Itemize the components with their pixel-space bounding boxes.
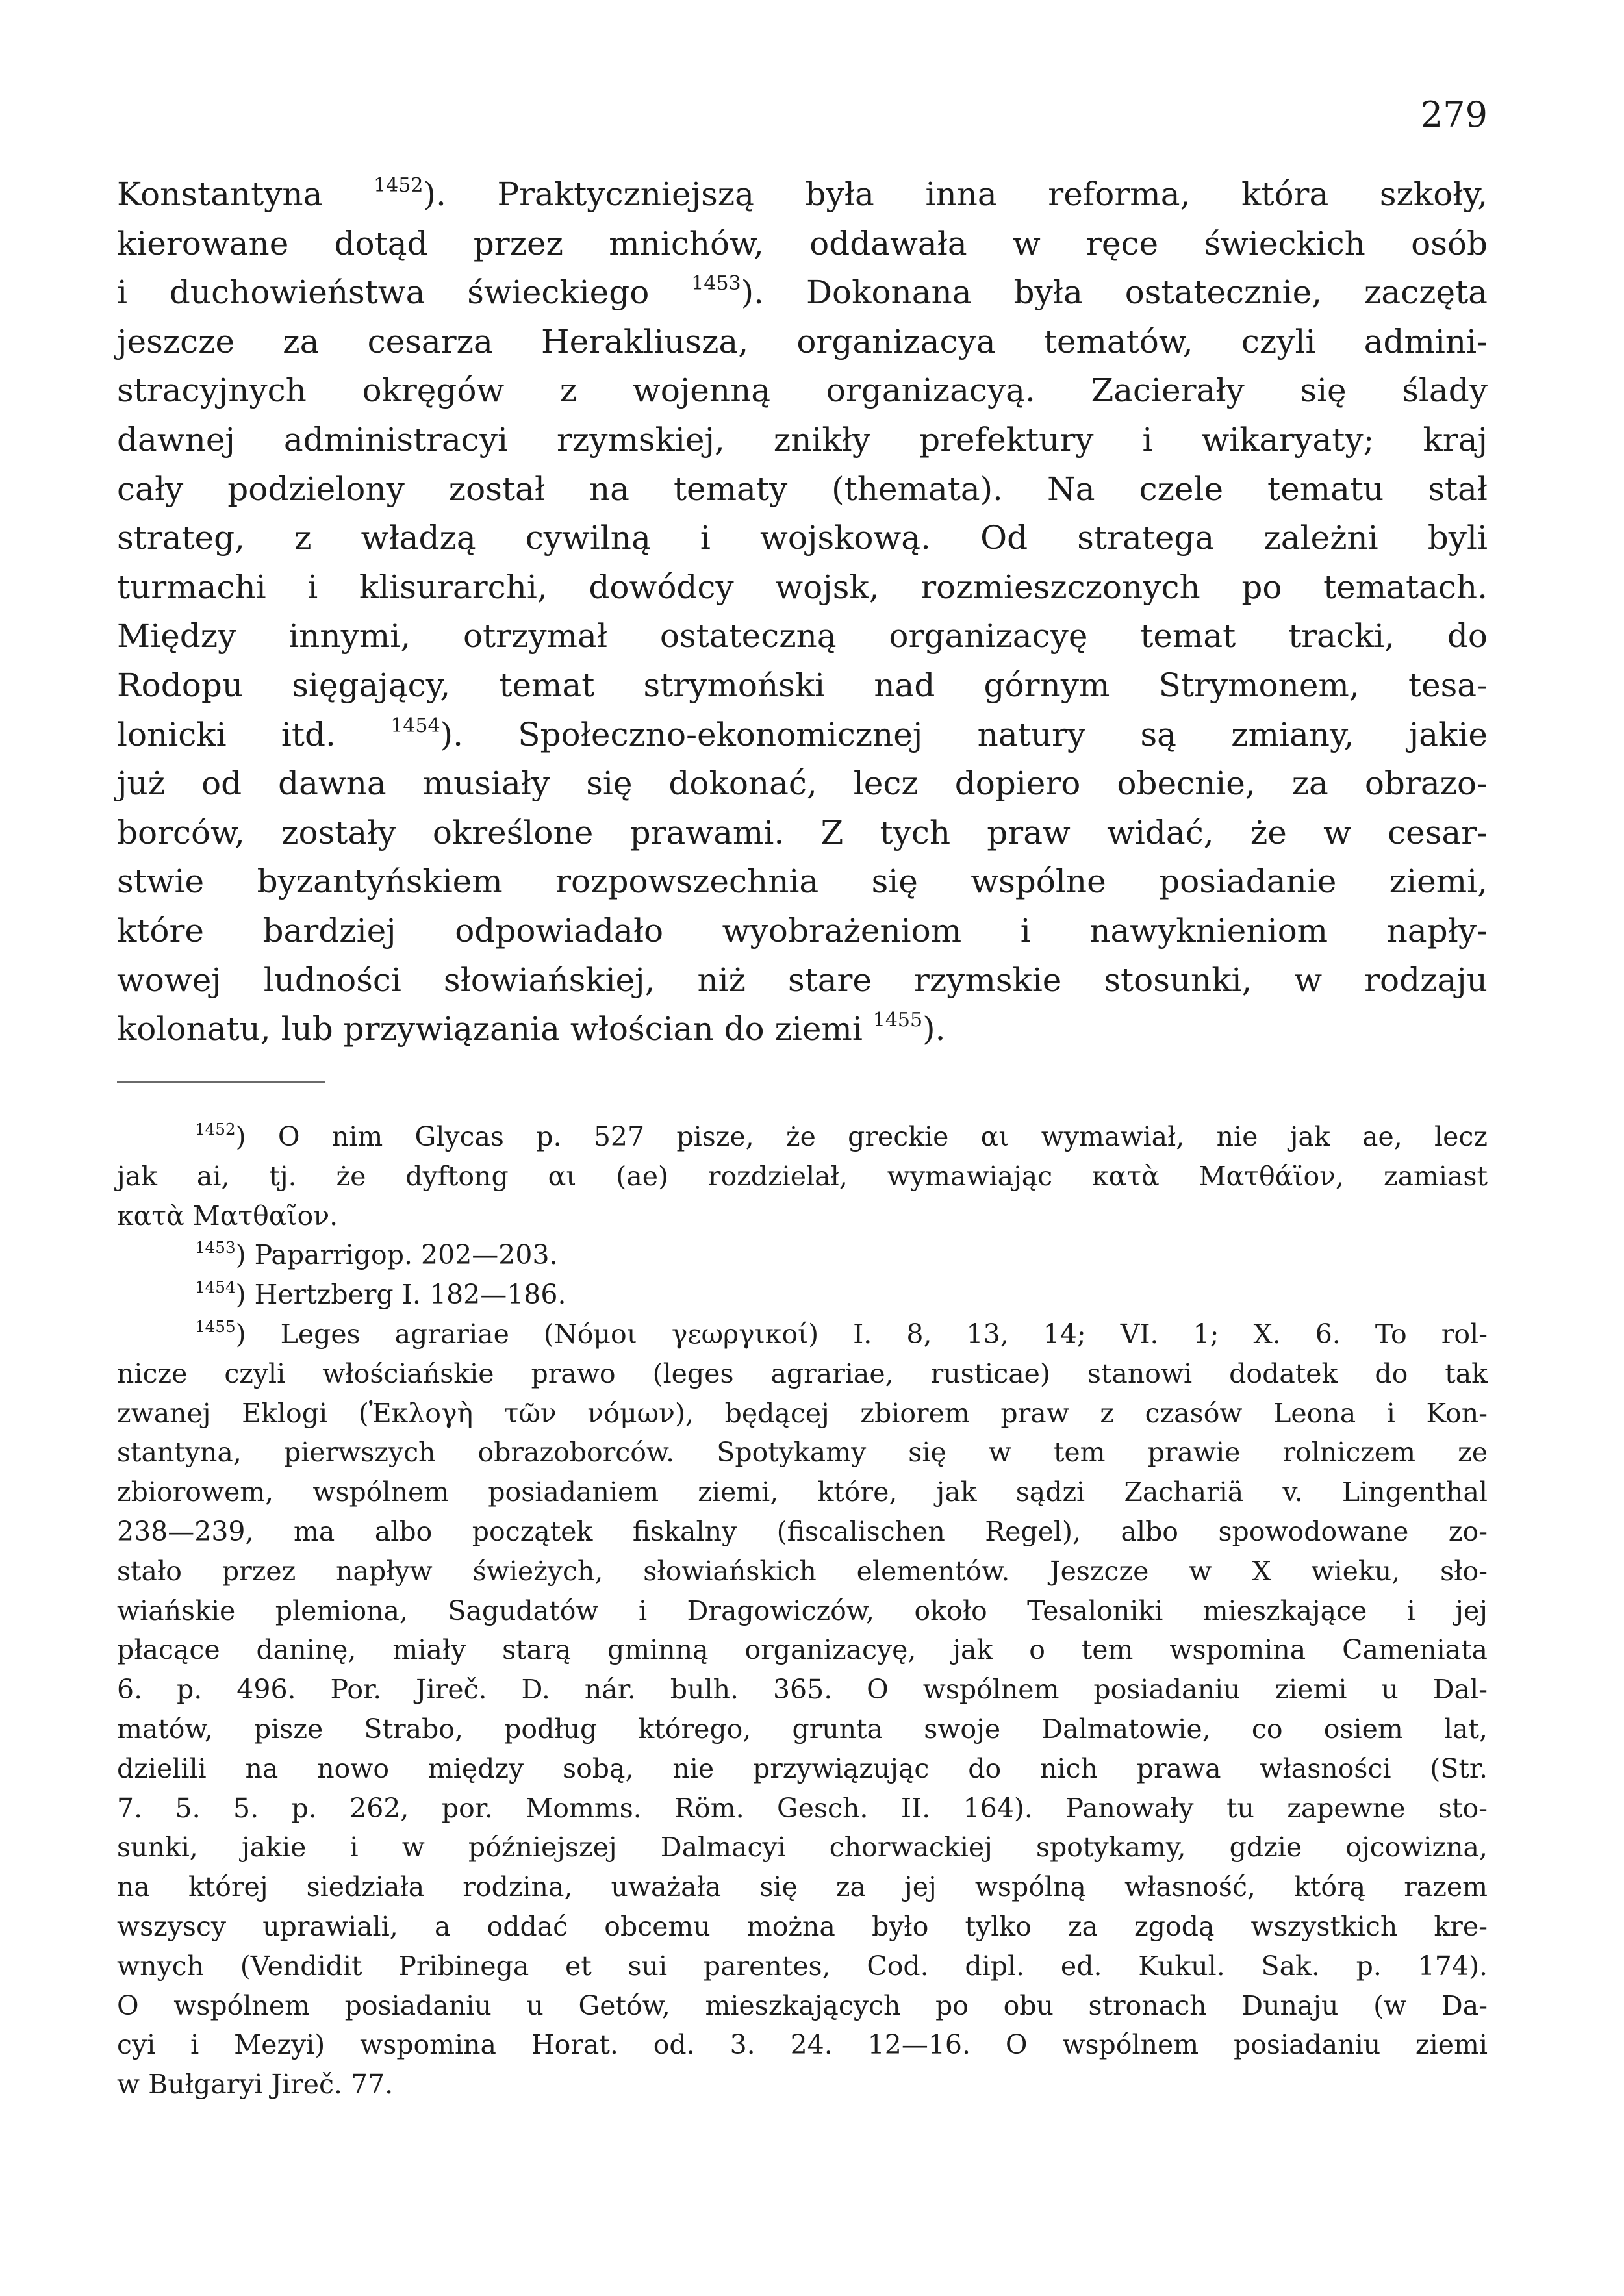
footnote-line [117, 1552, 1488, 1591]
footnote-line [117, 2065, 1488, 2104]
footnote-line [117, 1196, 1488, 1236]
text-segment: ). Praktyczniejszą była inna reforma, która szkoły, [423, 175, 1488, 213]
text-segment: i duchowieństwa świeckiego [117, 273, 692, 312]
footnote-line: $^{1453}$) Paparrigop. 202—203. [195, 1238, 558, 1271]
text-line [117, 1005, 1488, 1054]
text-line [117, 857, 1488, 907]
footnote-reference: 1453 [691, 272, 741, 296]
text-segment: wowej ludności słowiańskiej, niż stare rzymskie stosunki, w rodzaju [117, 961, 1488, 999]
footnote-line: $^{1455}$) Leges agrariae (Νόμοι γεωργικοί) I. 8, 13, 14; VI. 1; X. 6. To rol- [195, 1317, 1488, 1350]
footnote-line [117, 1630, 1488, 1670]
footnote-text: wszyscy uprawiali, a oddać obcemu można było tylko za zgodą wszystkich kre- [117, 1910, 1488, 1942]
footnote-reference: 1452 [374, 174, 424, 197]
footnote-1453 [117, 1235, 1488, 1275]
text-segment: cały podzielony został na tematy (themata). Na czele tematu stał [117, 470, 1488, 508]
footnote-text: cyi i Mezyi) wspomina Horat. od. 3. 24. 12—16. O wspólnem posiadaniu ziemi [117, 2029, 1488, 2061]
footnote-text: matów, pisze Strabo, podług którego, grunta swoje Dalmatowie, co osiem lat, [117, 1713, 1488, 1745]
footnote-text: stantyna, pierwszych obrazoborców. Spotykamy się w tem prawie rolniczem ze [117, 1437, 1488, 1469]
footnote-reference: 1454 [390, 714, 440, 737]
footnote-line [117, 1157, 1488, 1196]
text-line [117, 170, 1488, 220]
footnote-line [117, 1749, 1488, 1789]
footnote-line [117, 1433, 1488, 1472]
footnote-text: jak ai, tj. że dyftong αι (ae) rozdzielał, wymawiając κατὰ Ματθάϊον, zamiast [117, 1160, 1488, 1192]
text-line [117, 366, 1488, 416]
footnote-line: $^{1452}$) O nim Glycas p. 527 pisze, że greckie αι wymawiał, nie jak ae, lecz [195, 1119, 1488, 1152]
footnote-text: Paparrigop. 202—203. [254, 1239, 558, 1271]
text-line [117, 711, 1488, 760]
text-line [117, 465, 1488, 514]
footnote-text: O nim Glycas p. 527 pisze, że greckie αι wymawiał, nie jak ae, lecz [277, 1121, 1488, 1152]
text-line [117, 220, 1488, 269]
page-number: 279 [1420, 94, 1488, 135]
footnote-text: zwanej Eklogi (Ἐκλογὴ τῶν νόμων), będącej zbiorem praw z czasów Leona i Kon- [117, 1397, 1488, 1429]
text-segment: ). Dokonana była ostatecznie, zaczęta [741, 273, 1488, 312]
footnote-text: 6. p. 496. Por. Jireč. D. nár. bulh. 365. O wspólnem posiadaniu ziemi u Dal- [117, 1674, 1488, 1706]
footnote-text: stało przez napływ świeżych, słowiańskich elementów. Jeszcze w X wieku, sło- [117, 1555, 1488, 1587]
footnote-text: κατὰ Ματθαῖον. [117, 1200, 338, 1231]
footnote-text: dzielili na nowo między sobą, nie przywiązując do nich prawa własności (Str. [117, 1752, 1488, 1784]
text-segment: kolonatu, lub przywiązania włościan do ziemi [117, 1010, 873, 1048]
footnote-number: 1452 [195, 1119, 236, 1139]
footnote-1454 [117, 1275, 1488, 1315]
text-segment: turmachi i klisurarchi, dowódcy wojsk, rozmieszczonych po tematach. [117, 568, 1488, 606]
footnote-line: $^{1454}$) Hertzberg I. 182—186. [195, 1277, 566, 1311]
text-segment: Konstantyna [117, 175, 374, 213]
text-segment: stracyjnych okręgów z wojenną organizacyą. Zacierały się ślady [117, 372, 1488, 410]
footnote-reference: 1455 [872, 1009, 923, 1032]
text-segment: Rodopu sięgający, temat strymoński nad górnym Strymonem, tesa- [117, 666, 1488, 704]
text-line [117, 416, 1488, 465]
footnote-1452 [117, 1117, 1488, 1235]
footnote-text: 238—239, ma albo początek fiskalny (fiscalischen Regel), albo spowodowane zo- [117, 1515, 1488, 1547]
footnote-number: 1455 [195, 1317, 236, 1336]
text-line [117, 661, 1488, 711]
text-line [117, 809, 1488, 858]
footnote-line [117, 1867, 1488, 1907]
footnote-text: na której siedziała rodzina, uważała się za jej wspólną własność, którą razem [117, 1871, 1488, 1903]
footnote-line [117, 1354, 1488, 1394]
text-line [117, 612, 1488, 661]
text-segment: ). Społeczno-ekonomicznej natury są zmiany, jakie [440, 715, 1488, 753]
footnote-text: sunki, jakie i w późniejszej Dalmacyi chorwackiej spotykamy, gdzie ojcowizna, [117, 1832, 1488, 1863]
text-segment: borców, zostały określone prawami. Z tych praw widać, że w cesar- [117, 813, 1488, 852]
footnote-text: 7. 5. 5. p. 262, por. Momms. Röm. Gesch. II. 164). Panowały tu zapewne sto- [117, 1792, 1488, 1824]
footnote-line [117, 1512, 1488, 1552]
footnote-1455 [117, 1315, 1488, 2104]
text-segment: dawnej administracyi rzymskiej, znikły prefektury i wikaryaty; kraj [117, 420, 1488, 459]
text-segment: kierowane dotąd przez mnichów, oddawała w ręce świeckich osób [117, 224, 1488, 262]
footnote-text: wnych (Vendidit Pribinega et sui parentes, Cod. dipl. ed. Kukul. Sak. p. 174). [117, 1950, 1488, 1982]
text-segment: jeszcze za cesarza Herakliusza, organizacya tematów, czyli admini- [117, 322, 1488, 360]
footnote-text: Hertzberg I. 182—186. [254, 1279, 566, 1311]
footnote-text: O wspólnem posiadaniu u Getów, mieszkających po obu stronach Dunaju (w Da- [117, 1989, 1488, 2021]
text-line [117, 563, 1488, 612]
footnote-line [117, 2025, 1488, 2065]
footnote-line [117, 1709, 1488, 1749]
footnote-line [117, 1986, 1488, 2026]
footnote-line [117, 1394, 1488, 1433]
main-text [117, 170, 1488, 1054]
footnote-separator [117, 1081, 325, 1083]
text-line [117, 514, 1488, 563]
text-line [117, 268, 1488, 318]
footnote-number: 1453 [195, 1238, 236, 1257]
text-segment: Między innymi, otrzymał ostateczną organizacyę temat tracki, do [117, 617, 1488, 655]
footnote-line [117, 1947, 1488, 1986]
footnote-line [117, 1591, 1488, 1631]
footnote-text: wiańskie plemiona, Sagudatów i Dragowiczów, około Tesaloniki mieszkające i jej [117, 1595, 1488, 1626]
footnote-line [117, 1828, 1488, 1867]
text-segment: ). [922, 1010, 946, 1048]
footnote-text: nicze czyli włościańskie prawo (leges agrariae, rusticae) stanowi dodatek do tak [117, 1357, 1488, 1389]
footnotes [117, 1117, 1488, 2104]
text-segment: stwie byzantyńskiem rozpowszechnia się wspólne posiadanie ziemi, [117, 863, 1488, 901]
text-line [117, 759, 1488, 809]
footnote-line [117, 1789, 1488, 1828]
footnote-line [117, 1670, 1488, 1709]
footnote-number: 1454 [195, 1277, 236, 1296]
text-segment: strateg, z władzą cywilną i wojskową. Od stratega zależni byli [117, 519, 1488, 557]
footnote-line [117, 1472, 1488, 1512]
footnote-text: płacące daninę, miały starą gminną organizacyę, jak o tem wspomina Cameniata [117, 1634, 1488, 1666]
footnote-text: zbiorowem, wspólnem posiadaniem ziemi, które, jak sądzi Zachariä v. Lingenthal [117, 1476, 1488, 1508]
footnote-line [117, 1907, 1488, 1947]
text-line [117, 318, 1488, 367]
text-segment: lonicki itd. [117, 715, 391, 753]
text-segment: już od dawna musiały się dokonać, lecz dopiero obecnie, za obrazo- [117, 764, 1488, 803]
footnote-text: Leges agrariae (Νόμοι γεωργικοί) I. 8, 13, 14; VI. 1; X. 6. To rol- [280, 1318, 1488, 1350]
footnote-text: w Bułgaryi Jireč. 77. [117, 2069, 394, 2100]
text-segment: które bardziej odpowiadało wyobrażeniom i nawyknieniom napły- [117, 911, 1488, 950]
text-line [117, 956, 1488, 1005]
text-line [117, 907, 1488, 956]
